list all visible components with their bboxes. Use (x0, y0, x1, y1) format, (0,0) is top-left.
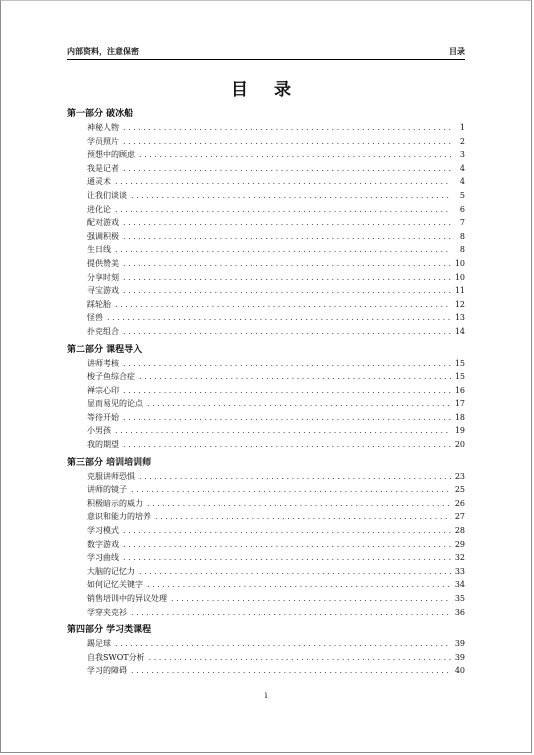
toc-entry-label: 讲师考核 (87, 358, 119, 368)
toc-entry-page-number: 39 (454, 639, 465, 649)
toc-entry[interactable] (67, 175, 465, 189)
toc-entry[interactable] (67, 357, 465, 371)
toc-entry-page-number: 27 (454, 512, 465, 522)
toc-entry[interactable] (67, 148, 465, 162)
toc-entry-page-number: 35 (454, 594, 465, 603)
toc-dot-leader (147, 497, 451, 511)
toc-dot-leader (107, 311, 451, 325)
toc-entry[interactable] (67, 664, 465, 678)
toc-entry-page-number: 26 (454, 498, 465, 508)
toc-dot-leader (123, 551, 451, 565)
toc-entry-label: 通灵术 (87, 177, 111, 187)
toc-entry[interactable] (67, 483, 465, 497)
toc-entry-label: 如何记忆关键字 (87, 580, 143, 590)
toc-dot-leader (123, 135, 451, 149)
toc-dot-leader (123, 284, 451, 298)
toc-entry-label: 强调积极 (87, 231, 119, 241)
toc-dot-leader (147, 578, 451, 592)
toc-entry-page-number: 25 (454, 485, 465, 495)
page-number: i (264, 691, 268, 700)
toc-entry[interactable] (67, 510, 465, 524)
toc-dot-leader (115, 424, 451, 438)
toc-dot-leader (139, 370, 451, 384)
toc-section-title: 第三部分 培训培训师 (67, 457, 152, 468)
toc-entry[interactable] (67, 162, 465, 176)
toc-dot-leader (131, 606, 451, 620)
table-of-contents (67, 107, 465, 682)
toc-entry[interactable] (67, 243, 465, 257)
toc-entry-page-number: 4 (459, 163, 465, 173)
toc-entry[interactable] (67, 384, 465, 398)
toc-dot-leader (131, 189, 451, 203)
toc-entry-label: 扑克组合 (87, 326, 119, 336)
toc-entry-page-number: 10 (454, 272, 465, 282)
toc-entry-label: 配对游戏 (87, 218, 119, 228)
toc-entry[interactable] (67, 565, 465, 579)
toc-entry-label: 我的期望 (87, 440, 119, 450)
toc-entry-label: 销售培训中的异议处理 (87, 594, 167, 603)
toc-dot-leader (155, 510, 451, 524)
toc-entry-label: 神秘人物 (87, 123, 119, 132)
toc-entry[interactable] (67, 230, 465, 244)
toc-entry-label: 等待开始 (87, 412, 119, 422)
toc-entry-label: 学习的障碍 (87, 666, 127, 676)
toc-entry-page-number: 10 (454, 258, 465, 268)
toc-entry-page-number: 28 (454, 526, 465, 536)
page-title: 目 录 (231, 80, 301, 100)
toc-entry[interactable] (67, 637, 465, 651)
toc-entry-label: 自我SWOT分析 (87, 652, 145, 662)
toc-entry-page-number: 15 (454, 358, 465, 368)
toc-section (67, 107, 465, 339)
toc-entry-page-number: 17 (454, 399, 465, 409)
toc-dot-leader (123, 325, 451, 339)
toc-entry-label: 大脑的记忆力 (87, 566, 135, 576)
toc-entry[interactable] (67, 189, 465, 203)
toc-entry-label: 学习模式 (87, 526, 119, 536)
toc-section-title: 第四部分 学习类课程 (67, 625, 152, 636)
toc-entry-page-number: 20 (454, 440, 465, 450)
toc-entry-page-number: 6 (459, 204, 465, 214)
toc-entry-label: 踢足球 (87, 639, 111, 649)
toc-entry-page-number: 8 (459, 231, 465, 241)
toc-entry-page-number: 12 (454, 299, 465, 309)
toc-section (67, 456, 465, 620)
toc-entry-label: 意识和能力的培养 (87, 512, 151, 522)
toc-entry[interactable] (67, 538, 465, 552)
toc-entry[interactable] (67, 203, 465, 217)
toc-entry[interactable] (67, 578, 465, 592)
toc-entry[interactable] (67, 325, 465, 339)
toc-entry[interactable] (67, 651, 465, 665)
toc-entry[interactable] (67, 397, 465, 411)
toc-entry-label: 克服讲师恐惧 (87, 471, 135, 481)
toc-dot-leader (123, 121, 451, 135)
toc-dot-leader (123, 162, 451, 176)
toc-dot-leader (123, 271, 451, 285)
toc-entry-label: 生日线 (87, 245, 111, 255)
toc-entry-label: 讲师的镜子 (87, 485, 127, 495)
toc-dot-leader (139, 470, 451, 484)
toc-entry[interactable] (67, 271, 465, 285)
toc-entry-page-number: 15 (454, 372, 465, 382)
toc-dot-leader (123, 216, 451, 230)
toc-entry-label: 提供赞美 (87, 258, 119, 268)
toc-entry-page-number: 29 (454, 539, 465, 549)
toc-entry-label: 我是记者 (87, 163, 119, 173)
toc-entry[interactable] (67, 524, 465, 538)
toc-entry-page-number: 19 (454, 426, 465, 436)
toc-entry-page-number: 2 (459, 136, 465, 146)
toc-entry[interactable] (67, 551, 465, 565)
toc-entry[interactable] (67, 298, 465, 312)
toc-entry-label: 分享时刻 (87, 272, 119, 282)
toc-entry-label: 踩轮胎 (87, 299, 111, 309)
toc-entry-page-number: 18 (454, 412, 465, 422)
toc-entry-page-number: 4 (459, 177, 465, 187)
toc-dot-leader (171, 592, 451, 606)
toc-entry-page-number: 5 (459, 190, 465, 200)
toc-entry-page-number: 33 (454, 566, 465, 576)
toc-entry-label: 进化论 (87, 204, 111, 214)
toc-entry-label: 梭子鱼综合症 (87, 372, 135, 382)
toc-dot-leader (147, 397, 451, 411)
toc-entry[interactable] (67, 257, 465, 271)
toc-entry-label: 学习曲线 (87, 553, 119, 563)
toc-section (67, 623, 465, 678)
toc-entry-label: 积极暗示的威力 (87, 498, 143, 508)
toc-entry[interactable] (67, 470, 465, 484)
toc-entry-label: 学穿夹克衫 (87, 607, 127, 617)
header-left-text: 内部资料，注意保密 (67, 47, 139, 56)
toc-dot-leader (115, 298, 451, 312)
toc-entry-page-number: 13 (454, 313, 465, 323)
toc-entry[interactable] (67, 606, 465, 620)
toc-entry[interactable] (67, 592, 465, 606)
toc-entry-label: 预想中的顾虑 (87, 150, 135, 160)
toc-entry-label: 学员照片 (87, 136, 119, 146)
toc-dot-leader (139, 148, 451, 162)
toc-entry[interactable] (67, 121, 465, 135)
toc-entry[interactable] (67, 216, 465, 230)
toc-entry[interactable] (67, 370, 465, 384)
toc-entry-page-number: 1 (459, 123, 465, 132)
toc-entry-page-number: 36 (454, 607, 465, 617)
toc-dot-leader (123, 524, 451, 538)
toc-entry-page-number: 8 (459, 245, 465, 255)
toc-dot-leader (149, 651, 451, 665)
toc-entry-page-number: 16 (454, 385, 465, 395)
toc-section-title: 第一部分 破冰船 (67, 109, 134, 119)
header-right-text: 目录 (449, 47, 465, 56)
toc-entry[interactable] (67, 411, 465, 425)
toc-entry-page-number: 39 (454, 652, 465, 662)
toc-section (67, 343, 465, 452)
toc-entry-page-number: 14 (454, 326, 465, 336)
toc-dot-leader (123, 230, 451, 244)
toc-entry-label: 显而易见的论点 (87, 399, 143, 409)
toc-entry-label: 寻宝游戏 (87, 286, 119, 296)
toc-entry[interactable] (67, 438, 465, 452)
toc-dot-leader (115, 203, 451, 217)
toc-entry-label: 让我们谈谈 (87, 190, 127, 200)
toc-entry-page-number: 3 (459, 150, 465, 160)
toc-entry-page-number: 23 (454, 471, 465, 481)
toc-entry[interactable] (67, 424, 465, 438)
toc-dot-leader (123, 384, 451, 398)
toc-entry[interactable] (67, 311, 465, 325)
toc-dot-leader (131, 664, 451, 678)
toc-entry[interactable] (67, 284, 465, 298)
toc-dot-leader (123, 538, 451, 552)
toc-entry-label: 数字游戏 (87, 539, 119, 549)
toc-dot-leader (131, 483, 451, 497)
toc-dot-leader (115, 175, 451, 189)
toc-section-title: 第二部分 课程导入 (67, 344, 143, 355)
toc-dot-leader (123, 438, 451, 452)
toc-entry-label: 禅宗心印 (87, 385, 119, 395)
toc-entry-page-number: 11 (454, 286, 465, 296)
toc-dot-leader (123, 411, 451, 425)
toc-entry[interactable] (67, 497, 465, 511)
toc-entry-label: 小男孩 (87, 426, 111, 436)
toc-entry-page-number: 32 (454, 553, 465, 563)
running-header (67, 43, 465, 60)
toc-entry-page-number: 40 (454, 666, 465, 676)
toc-entry-label: 怪兽 (87, 313, 103, 323)
toc-entry-page-number: 34 (454, 580, 465, 590)
toc-dot-leader (123, 357, 451, 371)
toc-dot-leader (123, 257, 451, 271)
toc-dot-leader (115, 243, 451, 257)
toc-dot-leader (115, 637, 451, 651)
toc-entry-page-number: 7 (459, 218, 465, 228)
toc-dot-leader (139, 565, 451, 579)
toc-entry[interactable] (67, 135, 465, 149)
